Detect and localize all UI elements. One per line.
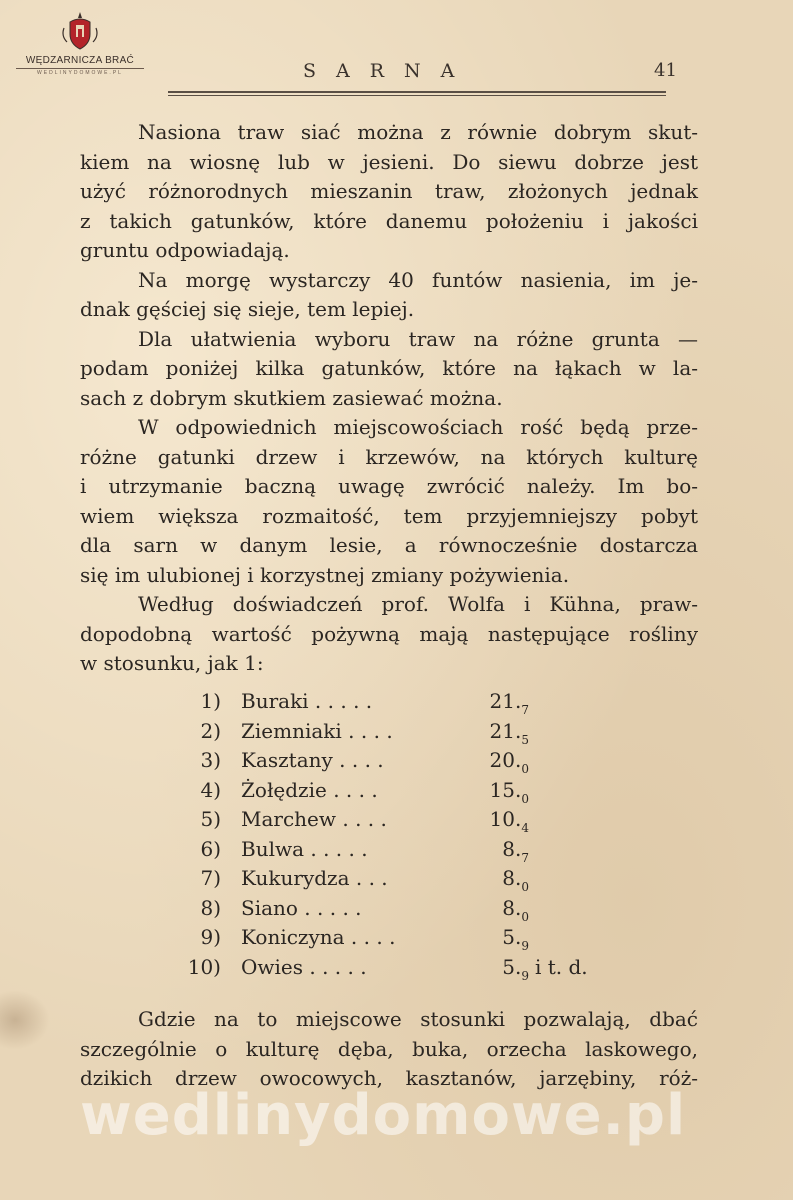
list-item <box>185 864 625 894</box>
item-value: $5._9$ <box>502 925 529 953</box>
body-text-top <box>80 118 698 679</box>
item-number: 2) <box>200 718 221 743</box>
item-number: 5) <box>200 807 221 831</box>
list-item <box>185 717 625 747</box>
item-value: $8._0$ <box>502 866 529 894</box>
item-name: Kasztany . . . . <box>241 748 384 772</box>
list-item <box>185 894 625 924</box>
item-value: $21._7$ <box>489 689 529 717</box>
text-line: gruntu odpowiadają. <box>80 238 290 262</box>
item-number: 1) <box>200 689 221 713</box>
text-line: Dla ułatwienia wyboru traw na różne grunta — <box>138 326 698 351</box>
list-item <box>185 953 625 983</box>
item-value: $8._7$ <box>502 836 529 865</box>
item-number: 8) <box>200 895 221 920</box>
item-value: $5._9$ <box>502 954 529 983</box>
item-name: Buraki . . . . . <box>241 689 373 713</box>
item-value: $20._0$ <box>489 748 529 776</box>
list-item <box>185 923 625 953</box>
text-line: podam poniżej kilka gatunków, które na łąkach w la- <box>80 356 698 380</box>
item-number: 6) <box>200 836 221 861</box>
list-item <box>185 805 625 835</box>
text-line: z takich gatunków, które danemu położeniu i jakości <box>80 208 698 233</box>
text-line: i utrzymanie baczną uwagę zwrócić należy. Im bo- <box>80 474 698 498</box>
item-number: 10) <box>187 954 221 979</box>
publisher-logo <box>10 10 150 76</box>
item-number: 3) <box>200 748 221 772</box>
text-line: Według doświadczeń prof. Wolfa i Kühna, praw- <box>138 592 698 616</box>
header-rule-thin <box>168 95 666 96</box>
site-watermark: wedlinydomowe.pl <box>80 1083 687 1148</box>
text-line: Nasiona traw siać można z równie dobrym skut- <box>138 120 698 144</box>
item-number: 4) <box>200 777 221 802</box>
item-name: Owies . . . . . <box>241 954 367 979</box>
list-suffix: i t. d. <box>535 954 588 979</box>
text-line: w stosunku, jak 1: <box>80 651 264 675</box>
item-name: Koniczyna . . . . <box>241 925 396 949</box>
text-line: sach z dobrym skutkiem zasiewać można. <box>80 385 503 410</box>
text-line: dla sarn w danym lesie, a równocześnie dostarcza <box>80 533 698 557</box>
text-line: Na morgę wystarczy 40 funtów nasienia, im je- <box>138 267 698 292</box>
body-text-bottom <box>80 1005 698 1094</box>
text-line: dopodobną wartość pożywną mają następujące rośliny <box>80 621 698 646</box>
text-line: wiem większa rozmaitość, tem przyjemniejszy pobyt <box>80 503 698 528</box>
text-line: kiem na wiosnę lub w jesieni. Do siewu dobrze jest <box>80 149 698 174</box>
page-number: 41 <box>654 60 677 81</box>
item-value: $10._4$ <box>489 807 529 835</box>
running-header-title: SARNA <box>303 60 475 82</box>
item-name: Marchew . . . . <box>241 807 387 831</box>
list-item <box>185 835 625 865</box>
logo-subtitle: WEDLINYDOMOWE.PL <box>37 70 123 76</box>
item-name: Bulwa . . . . . <box>241 836 368 861</box>
header-rule <box>168 91 666 93</box>
text-line: użyć różnorodnych mieszanin traw, złożonych jednak <box>80 179 698 203</box>
text-line: Gdzie na to miejscowe stosunki pozwalają, dbać <box>138 1007 698 1031</box>
item-number: 7) <box>200 866 221 890</box>
item-name: Żołędzie . . . . <box>241 777 378 802</box>
text-line: dzikich drzew owocowych, kasztanów, jarzębiny, róż- <box>80 1066 698 1090</box>
item-number: 9) <box>200 925 221 949</box>
nutrition-value-list <box>185 687 625 982</box>
item-value: $15._0$ <box>489 777 529 806</box>
text-line: szczególnie o kulturę dęba, buka, orzecha laskowego, <box>80 1036 698 1061</box>
list-item <box>185 746 625 776</box>
text-line: różne gatunki drzew i krzewów, na których kulturę <box>80 444 698 469</box>
text-line: dnak gęściej się sieje, tem lepiej. <box>80 297 415 321</box>
list-item <box>185 687 625 717</box>
text-line: się im ulubionej i korzystnej zmiany pożywienia. <box>80 562 570 587</box>
paper-stain <box>0 990 50 1050</box>
crest-icon <box>59 10 101 52</box>
item-value: $21._5$ <box>489 718 529 747</box>
item-name: Siano . . . . . <box>241 895 362 920</box>
logo-name: WĘDZARNICZA BRAĆ <box>25 55 135 66</box>
item-value: $8._0$ <box>502 895 529 924</box>
list-item <box>185 776 625 806</box>
text-line: W odpowiednich miejscowościach rość będą prze- <box>138 415 698 439</box>
item-name: Kukurydza . . . <box>241 866 388 890</box>
logo-divider <box>16 68 144 69</box>
item-name: Ziemniaki . . . . <box>241 718 393 743</box>
